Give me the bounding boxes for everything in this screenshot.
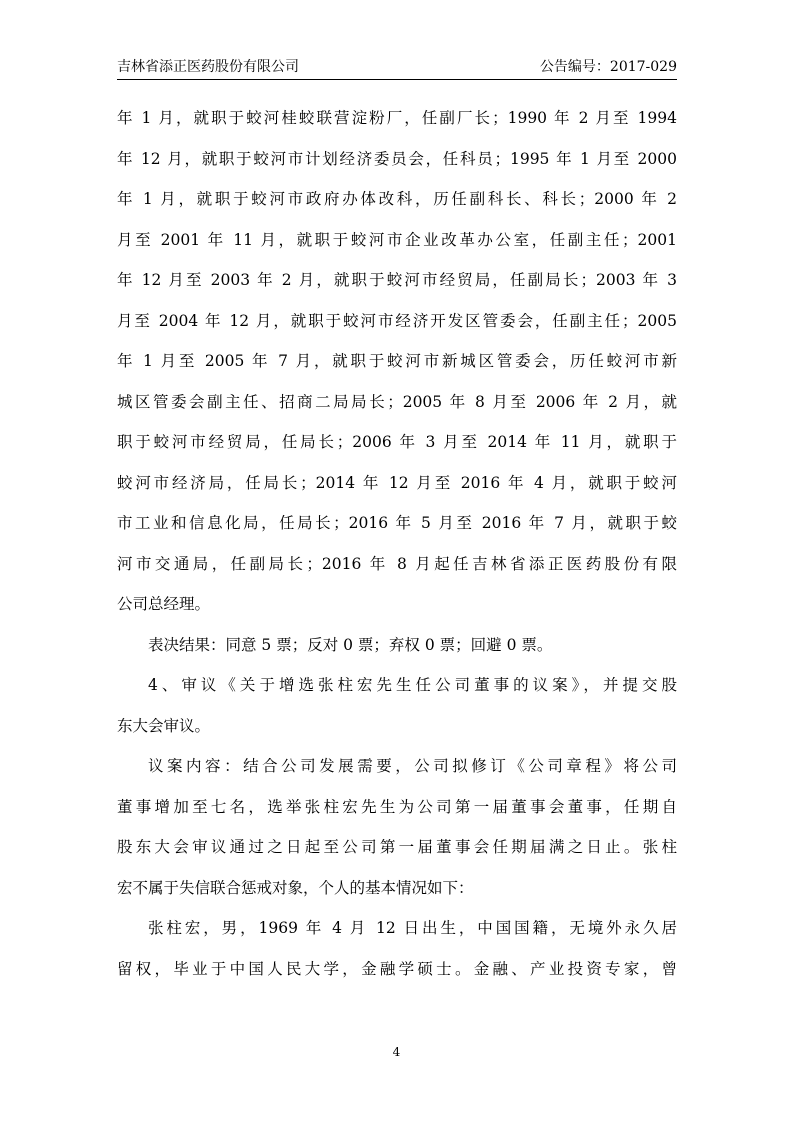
text-line: 4、审议《关于增选张柱宏先生任公司董事的议案》，并提交股 bbox=[148, 676, 677, 694]
text-line: 年 1 月至 2005 年 7 月，就职于蛟河市新城区管委会，历任蛟河市新 bbox=[117, 352, 677, 370]
text-line: 张柱宏，男，1969 年 4 月 12 日出生，中国国籍，无境外永久居 bbox=[148, 919, 677, 937]
text-line: 城区管委会副主任、招商二局局长；2005 年 8 月至 2006 年 2 月，就 bbox=[117, 392, 677, 411]
notice-number: 公告编号：2017-029 bbox=[539, 59, 677, 75]
vote-result: 表决结果：同意 5 票；反对 0 票；弃权 0 票；回避 0 票。 bbox=[148, 635, 553, 654]
text-line: 月至 2001 年 11 月，就职于蛟河市企业改革办公室，任副主任；2001 bbox=[117, 230, 677, 249]
text-line: 股东大会审议通过之日起至公司第一届董事会任期届满之日止。张柱 bbox=[117, 838, 677, 856]
text-line: 东大会审议。 bbox=[117, 716, 211, 735]
page-number: 4 bbox=[392, 1045, 401, 1059]
text-line: 留权，毕业于中国人民大学，金融学硕士。金融、产业投资专家，曾 bbox=[117, 959, 677, 978]
page-header bbox=[117, 50, 677, 80]
text-line: 年 12 月至 2003 年 2 月，就职于蛟河市经贸局，任副局长；2003 年 3 bbox=[117, 271, 677, 289]
text-line: 月至 2004 年 12 月，就职于蛟河市经济开发区管委会，任副主任；2005 bbox=[117, 311, 677, 330]
text-line: 董事增加至七名，选举张柱宏先生为公司第一届董事会董事，任期自 bbox=[117, 797, 677, 816]
document-body bbox=[117, 102, 677, 993]
text-line: 河市交通局，任副局长；2016 年 8 月起任吉林省添正医药股份有限 bbox=[117, 554, 677, 573]
text-line: 议案内容：结合公司发展需要，公司拟修订《公司章程》将公司 bbox=[148, 757, 677, 775]
text-line: 年 12 月，就职于蛟河市计划经济委员会，任科员；1995 年 1 月至 2000 bbox=[117, 149, 677, 168]
text-line: 市工业和信息化局，任局长；2016 年 5 月至 2016 年 7 月，就职于蛟 bbox=[117, 514, 677, 532]
header-rule bbox=[117, 79, 677, 80]
text-line: 年 1 月，就职于蛟河桂蛟联营淀粉厂，任副厂长；1990 年 2 月至 1994 bbox=[117, 109, 677, 127]
text-line: 年 1 月，就职于蛟河市政府办体改科，历任副科长、科长；2000 年 2 bbox=[117, 190, 677, 208]
text-line: 职于蛟河市经贸局，任局长；2006 年 3 月至 2014 年 11 月，就职于 bbox=[117, 433, 677, 451]
text-line: 蛟河市经济局，任局长；2014 年 12 月至 2016 年 4 月，就职于蛟河 bbox=[117, 473, 677, 492]
company-name: 吉林省添正医药股份有限公司 bbox=[117, 59, 299, 75]
text-line: 宏不属于失信联合惩戒对象，个人的基本情况如下： bbox=[117, 878, 474, 897]
text-line: 公司总经理。 bbox=[117, 595, 211, 613]
